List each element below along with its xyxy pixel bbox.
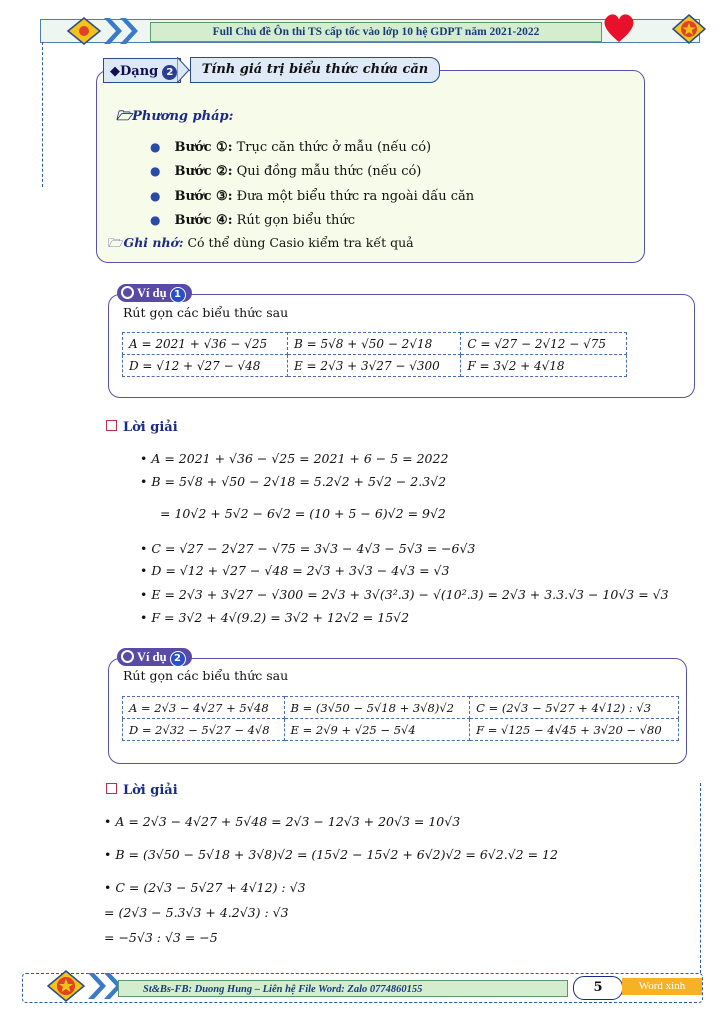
right-margin-line — [700, 783, 701, 973]
solution-1-line: = 10√2 + 5√2 − 6√2 = (10 + 5 − 6)√2 = 9√2 — [160, 506, 446, 521]
solution-1-line: • D = √12 + √27 − √48 = 2√3 + 3√3 − 4√3 = √3 — [140, 563, 450, 578]
method-tag: ◆Dạng 2 — [103, 58, 181, 83]
solution-1-line: • F = 3√2 + 4√(9.2) = 3√2 + 12√2 = 15√2 — [140, 610, 410, 625]
table-cell: A = 2√3 − 4√27 + 5√48 — [123, 697, 285, 719]
table-cell: B = 5√8 + √50 − 2√18 — [287, 333, 460, 355]
tag-arrow-icon — [177, 57, 191, 84]
folder-icon: 🗁 — [116, 109, 133, 124]
solution-1-line: • B = 5√8 + √50 − 2√18 = 5.2√2 + 5√2 − 2.3√2 — [140, 474, 447, 489]
left-margin-line — [42, 42, 43, 187]
solution-2-line: = (2√3 − 5.3√3 + 4.2√3) : √3 — [104, 905, 289, 920]
table-cell: D = √12 + √27 − √48 — [123, 355, 288, 377]
solution-2-heading: Lời giải — [106, 783, 178, 798]
header-star-badge-icon — [672, 14, 706, 44]
footer-text: St&Bs-FB: Duong Hung – Liên hệ File Word: Zalo 0774860155 — [118, 980, 568, 997]
solution-1-line: • C = √27 − 2√27 − √75 = 3√3 − 4√3 − 5√3 = −6√3 — [140, 541, 476, 556]
step-4: ● Bước ④: Rút gọn biểu thức — [150, 213, 356, 228]
method-heading: 🗁Phương pháp: — [116, 109, 234, 124]
step-2: ● Bước ②: Qui đồng mẫu thức (nếu có) — [150, 164, 422, 179]
method-title: Tính giá trị biểu thức chứa căn — [190, 57, 440, 83]
heart-icon — [602, 12, 636, 44]
table-cell: F = 3√2 + 4√18 — [461, 355, 627, 377]
table-cell: C = (2√3 − 5√27 + 4√12) : √3 — [470, 697, 679, 719]
table-cell: A = 2021 + √36 − √25 — [123, 333, 288, 355]
checkbox-icon — [106, 420, 117, 431]
table-cell: F = √125 − 4√45 + 3√20 − √80 — [470, 719, 679, 741]
example-1-table — [122, 332, 627, 377]
example-2-intro: Rút gọn các biểu thức sau — [123, 668, 289, 683]
solution-2-line: • A = 2√3 − 4√27 + 5√48 = 2√3 − 12√3 + 20√3 = 10√3 — [104, 814, 461, 829]
solution-2-line: • C = (2√3 − 5√27 + 4√12) : √3 — [104, 880, 306, 895]
table-cell: B = (3√50 − 5√18 + 3√8)√2 — [284, 697, 470, 719]
note: 🗁Ghi nhớ: Có thể dùng Casio kiểm tra kết quả — [108, 235, 414, 250]
gear-icon — [121, 650, 134, 663]
example-1-intro: Rút gọn các biểu thức sau — [123, 305, 289, 320]
example-1-tag: Ví dụ 1 — [117, 284, 192, 302]
checkbox-icon — [106, 783, 117, 794]
table-cell: D = 2√32 − 5√27 − 4√8 — [123, 719, 285, 741]
word-badge: Word xinh — [622, 978, 702, 995]
step-3: ● Bước ③: Đưa một biểu thức ra ngoài dấu căn — [150, 189, 475, 204]
page-number: 5 — [573, 976, 623, 1000]
solution-1-line: • A = 2021 + √36 − √25 = 2021 + 6 − 5 = 2022 — [140, 451, 449, 466]
gear-icon — [121, 286, 134, 299]
header-title: Full Chủ đề Ôn thi TS cấp tốc vào lớp 10 hệ GDPT năm 2021-2022 — [150, 22, 602, 42]
folder-open-icon: 🗁 — [108, 235, 124, 250]
step-1: ● Bước ①: Trục căn thức ở mẫu (nếu có) — [150, 140, 432, 155]
method-tag-number: 2 — [162, 65, 177, 80]
solution-1-heading: Lời giải — [106, 420, 178, 435]
table-cell: C = √27 − 2√12 − √75 — [461, 333, 627, 355]
table-cell: E = 2√3 + 3√27 − √300 — [287, 355, 460, 377]
header-arrows-icon — [66, 14, 148, 48]
solution-2-line: • B = (3√50 − 5√18 + 3√8)√2 = (15√2 − 15√2 + 6√2)√2 = 6√2.√2 = 12 — [104, 847, 558, 862]
solution-1-line: • E = 2√3 + 3√27 − √300 = 2√3 + 3√(3².3) − √(10².3) = 2√3 + 3.3.√3 − 10√3 = √3 — [140, 587, 669, 602]
example-2-tag: Ví dụ 2 — [117, 648, 192, 666]
example-2-table — [122, 696, 679, 741]
table-cell: E = 2√9 + √25 − 5√4 — [284, 719, 470, 741]
solution-2-line: = −5√3 : √3 = −5 — [104, 930, 218, 945]
